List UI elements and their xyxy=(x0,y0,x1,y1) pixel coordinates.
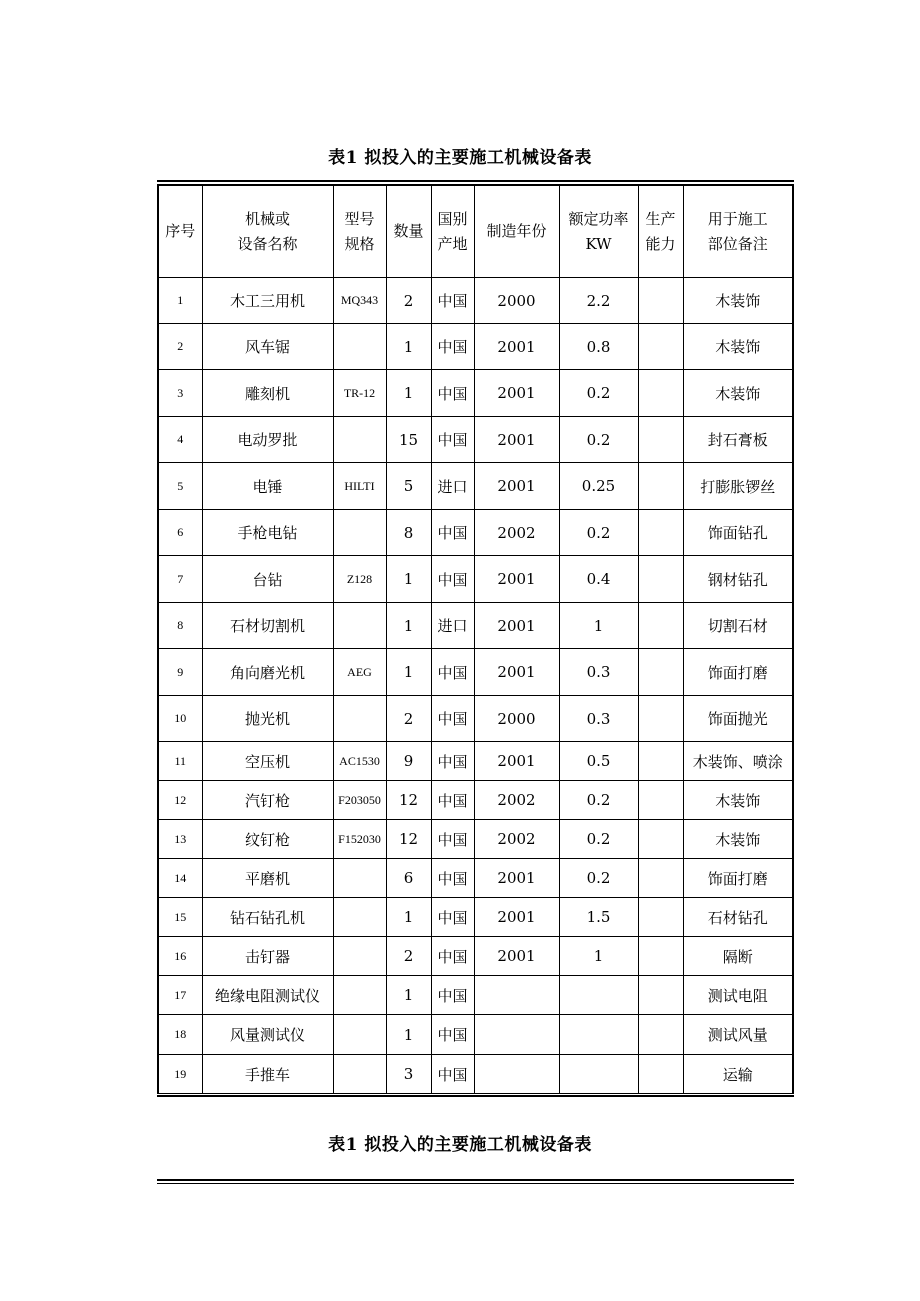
cell-use: 饰面打磨 xyxy=(683,649,793,696)
cell-origin: 中国 xyxy=(431,556,474,603)
cell-qty: 9 xyxy=(386,742,431,781)
cell-name: 纹钉枪 xyxy=(202,820,333,859)
header-seq: 序号 xyxy=(158,186,202,278)
cell-power: 0.25 xyxy=(559,463,638,510)
cell-year xyxy=(474,976,559,1015)
cell-seq: 12 xyxy=(158,781,202,820)
cell-seq: 5 xyxy=(158,463,202,510)
cell-origin: 中国 xyxy=(431,898,474,937)
table-row xyxy=(158,859,793,898)
cell-name: 空压机 xyxy=(202,742,333,781)
table-title-repeat: 表1 拟投入的主要施工机械设备表 xyxy=(328,1135,592,1155)
cell-name: 电锤 xyxy=(202,463,333,510)
cell-capacity xyxy=(638,781,683,820)
cell-model: MQ343 xyxy=(333,278,386,324)
cell-qty: 5 xyxy=(386,463,431,510)
cell-use: 木装饰、喷涂 xyxy=(683,742,793,781)
cell-use: 切割石材 xyxy=(683,603,793,649)
cell-power: 0.8 xyxy=(559,324,638,370)
cell-use: 饰面抛光 xyxy=(683,696,793,742)
header-name: 机械或 设备名称 xyxy=(202,186,333,278)
cell-seq: 17 xyxy=(158,976,202,1015)
cell-year: 2001 xyxy=(474,859,559,898)
cell-power: 0.5 xyxy=(559,742,638,781)
cell-origin: 中国 xyxy=(431,937,474,976)
cell-name: 平磨机 xyxy=(202,859,333,898)
cell-name: 石材切割机 xyxy=(202,603,333,649)
table-row xyxy=(158,463,793,510)
cell-power: 1.5 xyxy=(559,898,638,937)
cell-model xyxy=(333,603,386,649)
cell-qty: 2 xyxy=(386,696,431,742)
cell-seq: 13 xyxy=(158,820,202,859)
cell-model: TR-12 xyxy=(333,370,386,417)
cell-origin: 中国 xyxy=(431,510,474,556)
cell-qty: 1 xyxy=(386,556,431,603)
cell-use: 饰面打磨 xyxy=(683,859,793,898)
cell-model: HILTI xyxy=(333,463,386,510)
cell-power: 0.3 xyxy=(559,696,638,742)
cell-origin: 进口 xyxy=(431,603,474,649)
cell-model: Z128 xyxy=(333,556,386,603)
cell-name: 汽钉枪 xyxy=(202,781,333,820)
cell-model xyxy=(333,324,386,370)
cell-model xyxy=(333,1015,386,1055)
cell-origin: 中国 xyxy=(431,820,474,859)
table-row xyxy=(158,510,793,556)
cell-qty: 3 xyxy=(386,1055,431,1094)
cell-use: 打膨胀锣丝 xyxy=(683,463,793,510)
cell-year: 2001 xyxy=(474,463,559,510)
cell-use: 木装饰 xyxy=(683,820,793,859)
header-use: 用于施工 部位备注 xyxy=(683,186,793,278)
cell-year: 2000 xyxy=(474,696,559,742)
cell-power xyxy=(559,1015,638,1055)
cell-seq: 15 xyxy=(158,898,202,937)
cell-year: 2001 xyxy=(474,324,559,370)
cell-use: 饰面钻孔 xyxy=(683,510,793,556)
cell-model: F152030 xyxy=(333,820,386,859)
cell-use: 运输 xyxy=(683,1055,793,1094)
cell-year: 2001 xyxy=(474,649,559,696)
cell-power xyxy=(559,1055,638,1094)
cell-model xyxy=(333,976,386,1015)
cell-model xyxy=(333,898,386,937)
cell-use: 木装饰 xyxy=(683,370,793,417)
cell-capacity xyxy=(638,278,683,324)
table-row xyxy=(158,1055,793,1094)
table-row xyxy=(158,820,793,859)
table-row xyxy=(158,937,793,976)
cell-power: 0.2 xyxy=(559,370,638,417)
cell-seq: 7 xyxy=(158,556,202,603)
header-capacity: 生产 能力 xyxy=(638,186,683,278)
cell-seq: 18 xyxy=(158,1015,202,1055)
cell-power xyxy=(559,976,638,1015)
cell-name: 角向磨光机 xyxy=(202,649,333,696)
table-row xyxy=(158,742,793,781)
cell-name: 电动罗批 xyxy=(202,417,333,463)
cell-origin: 中国 xyxy=(431,324,474,370)
cell-name: 木工三用机 xyxy=(202,278,333,324)
cell-use: 木装饰 xyxy=(683,278,793,324)
cell-qty: 12 xyxy=(386,820,431,859)
table-row xyxy=(158,1015,793,1055)
cell-capacity xyxy=(638,820,683,859)
cell-use: 测试风量 xyxy=(683,1015,793,1055)
cell-model: AC1530 xyxy=(333,742,386,781)
cell-power: 0.2 xyxy=(559,781,638,820)
cell-year: 2001 xyxy=(474,556,559,603)
cell-name: 风车锯 xyxy=(202,324,333,370)
footer-double-rule-upper xyxy=(157,1179,794,1181)
cell-capacity xyxy=(638,1055,683,1094)
cell-name: 手推车 xyxy=(202,1055,333,1094)
cell-origin: 中国 xyxy=(431,781,474,820)
cell-seq: 10 xyxy=(158,696,202,742)
cell-year: 2002 xyxy=(474,820,559,859)
cell-capacity xyxy=(638,696,683,742)
header-year: 制造年份 xyxy=(474,186,559,278)
cell-name: 雕刻机 xyxy=(202,370,333,417)
cell-year: 2002 xyxy=(474,781,559,820)
table-row xyxy=(158,781,793,820)
cell-model xyxy=(333,696,386,742)
cell-power: 0.3 xyxy=(559,649,638,696)
cell-name: 击钉器 xyxy=(202,937,333,976)
cell-origin: 中国 xyxy=(431,1055,474,1094)
cell-model xyxy=(333,1055,386,1094)
cell-year: 2001 xyxy=(474,370,559,417)
cell-use: 隔断 xyxy=(683,937,793,976)
table-row xyxy=(158,696,793,742)
cell-seq: 4 xyxy=(158,417,202,463)
cell-capacity xyxy=(638,324,683,370)
table-row xyxy=(158,556,793,603)
cell-qty: 6 xyxy=(386,859,431,898)
cell-capacity xyxy=(638,370,683,417)
cell-origin: 中国 xyxy=(431,859,474,898)
cell-capacity xyxy=(638,898,683,937)
cell-year: 2002 xyxy=(474,510,559,556)
cell-qty: 2 xyxy=(386,937,431,976)
cell-year: 2001 xyxy=(474,603,559,649)
footer-double-rule-lower xyxy=(157,1183,794,1184)
cell-capacity xyxy=(638,417,683,463)
cell-qty: 1 xyxy=(386,324,431,370)
cell-model xyxy=(333,937,386,976)
cell-power: 2.2 xyxy=(559,278,638,324)
cell-capacity xyxy=(638,649,683,696)
cell-qty: 12 xyxy=(386,781,431,820)
cell-origin: 中国 xyxy=(431,649,474,696)
cell-seq: 8 xyxy=(158,603,202,649)
cell-qty: 1 xyxy=(386,603,431,649)
table-row xyxy=(158,898,793,937)
table-row xyxy=(158,603,793,649)
cell-model xyxy=(333,417,386,463)
cell-model: AEG xyxy=(333,649,386,696)
cell-qty: 2 xyxy=(386,278,431,324)
cell-name: 抛光机 xyxy=(202,696,333,742)
cell-power: 1 xyxy=(559,937,638,976)
cell-power: 0.4 xyxy=(559,556,638,603)
cell-origin: 中国 xyxy=(431,696,474,742)
cell-power: 0.2 xyxy=(559,417,638,463)
table-row xyxy=(158,976,793,1015)
cell-capacity xyxy=(638,937,683,976)
table-row xyxy=(158,649,793,696)
cell-year: 2000 xyxy=(474,278,559,324)
cell-seq: 16 xyxy=(158,937,202,976)
cell-year xyxy=(474,1055,559,1094)
cell-origin: 进口 xyxy=(431,463,474,510)
cell-origin: 中国 xyxy=(431,1015,474,1055)
cell-seq: 9 xyxy=(158,649,202,696)
header-power: 额定功率 KW xyxy=(559,186,638,278)
cell-use: 木装饰 xyxy=(683,324,793,370)
cell-power: 1 xyxy=(559,603,638,649)
table-row xyxy=(158,324,793,370)
cell-model xyxy=(333,859,386,898)
table-row xyxy=(158,278,793,324)
cell-qty: 1 xyxy=(386,1015,431,1055)
top-double-rule-upper xyxy=(157,180,794,182)
cell-power: 0.2 xyxy=(559,510,638,556)
cell-origin: 中国 xyxy=(431,417,474,463)
table-row xyxy=(158,370,793,417)
cell-name: 手枪电钻 xyxy=(202,510,333,556)
cell-qty: 15 xyxy=(386,417,431,463)
cell-seq: 6 xyxy=(158,510,202,556)
cell-use: 钢材钻孔 xyxy=(683,556,793,603)
cell-origin: 中国 xyxy=(431,976,474,1015)
cell-use: 封石膏板 xyxy=(683,417,793,463)
cell-name: 风量测试仪 xyxy=(202,1015,333,1055)
header-origin: 国别 产地 xyxy=(431,186,474,278)
cell-capacity xyxy=(638,463,683,510)
cell-capacity xyxy=(638,859,683,898)
cell-year: 2001 xyxy=(474,417,559,463)
table-row xyxy=(158,417,793,463)
cell-qty: 1 xyxy=(386,370,431,417)
cell-power: 0.2 xyxy=(559,820,638,859)
cell-name: 台钻 xyxy=(202,556,333,603)
cell-origin: 中国 xyxy=(431,370,474,417)
cell-qty: 1 xyxy=(386,649,431,696)
cell-name: 绝缘电阻测试仪 xyxy=(202,976,333,1015)
cell-year: 2001 xyxy=(474,937,559,976)
cell-model xyxy=(333,510,386,556)
header-qty: 数量 xyxy=(386,186,431,278)
cell-seq: 2 xyxy=(158,324,202,370)
cell-model: F203050 xyxy=(333,781,386,820)
cell-capacity xyxy=(638,510,683,556)
header-model: 型号 规格 xyxy=(333,186,386,278)
cell-year xyxy=(474,1015,559,1055)
cell-seq: 1 xyxy=(158,278,202,324)
bottom-rule xyxy=(157,1095,794,1097)
cell-capacity xyxy=(638,556,683,603)
cell-qty: 1 xyxy=(386,976,431,1015)
cell-capacity xyxy=(638,603,683,649)
cell-use: 石材钻孔 xyxy=(683,898,793,937)
cell-year: 2001 xyxy=(474,898,559,937)
cell-origin: 中国 xyxy=(431,278,474,324)
cell-seq: 3 xyxy=(158,370,202,417)
cell-capacity xyxy=(638,1015,683,1055)
cell-name: 钻石钻孔机 xyxy=(202,898,333,937)
cell-use: 测试电阻 xyxy=(683,976,793,1015)
cell-power: 0.2 xyxy=(559,859,638,898)
cell-qty: 8 xyxy=(386,510,431,556)
header-row xyxy=(158,186,793,278)
cell-capacity xyxy=(638,742,683,781)
table-title: 表1 拟投入的主要施工机械设备表 xyxy=(328,148,592,168)
equipment-table xyxy=(157,185,794,1094)
cell-seq: 14 xyxy=(158,859,202,898)
cell-seq: 11 xyxy=(158,742,202,781)
cell-qty: 1 xyxy=(386,898,431,937)
cell-year: 2001 xyxy=(474,742,559,781)
cell-capacity xyxy=(638,976,683,1015)
cell-use: 木装饰 xyxy=(683,781,793,820)
cell-origin: 中国 xyxy=(431,742,474,781)
cell-seq: 19 xyxy=(158,1055,202,1094)
